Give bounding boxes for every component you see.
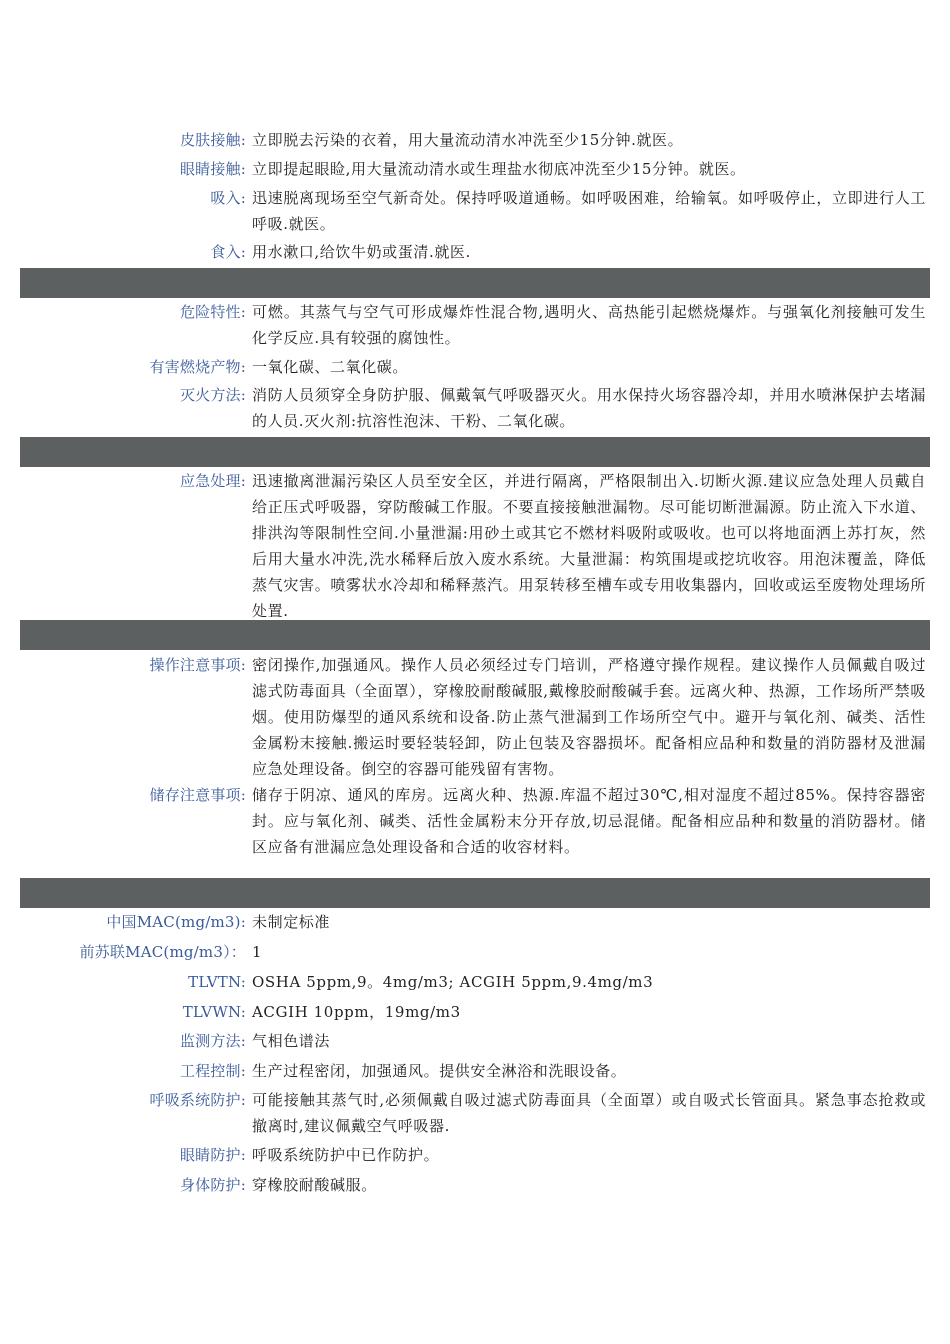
row-value: 可燃。其蒸气与空气可形成爆炸性混合物,遇明火、高热能引起燃烧爆炸。与强氧化剂接触可发生化学反应.具有较强的腐蚀性。 (252, 303, 926, 347)
section-header-bar (20, 878, 930, 908)
section-header-bar (20, 268, 930, 298)
row-value: 呼吸系统防护中已作防护。 (252, 1146, 440, 1164)
row-value: 气相色谱法 (252, 1032, 331, 1050)
row-value: 密闭操作,加强通风。操作人员必须经过专门培训，严格遵守操作规程。建议操作人员佩戴自吸过滤式防毒面具（全面罩），穿橡胶耐酸碱服,戴橡胶耐酸碱手套。远离火种、热源，工作场所严禁吸烟。使用防爆型的通风系统和设备.防止蒸气泄漏到工作场所空气中。避开与氧化剂、碱类、活性金属粉末接触.搬运时要轻装轻卸，防止包装及容器损坏。配备相应品种和数量的消防器材及泄漏应急处理设备。倒空的容器可能残留有害物。 (252, 656, 926, 778)
tlvwn-row (20, 999, 930, 1028)
fire-fighting-section (20, 299, 930, 436)
inhalation-row (20, 185, 930, 239)
skin-contact-row (20, 127, 930, 156)
row-value: 可能接触其蒸气时,必须佩戴自吸过滤式防毒面具（全面罩）或自吸式长管面具。紧急事态抢救或撤离时,建议佩戴空气呼吸器. (252, 1091, 926, 1135)
row-label: 工程控制: (179, 1062, 246, 1080)
extinguishing-row (20, 382, 930, 436)
row-value: 生产过程密闭，加强通风。提供安全淋浴和洗眼设备。 (252, 1062, 627, 1080)
handling-row (20, 652, 930, 782)
row-label: 呼吸系统防护: (149, 1091, 246, 1109)
row-label: 有害燃烧产物: (149, 358, 246, 376)
section-header-bar (20, 620, 930, 650)
handling-storage-section (20, 652, 930, 860)
row-label: 皮肤接触: (179, 131, 246, 149)
row-value: 用水漱口,给饮牛奶或蛋清.就医. (252, 243, 471, 261)
ussr-mac-row (20, 939, 930, 969)
emergency-response-row (20, 468, 930, 624)
eye-protection-row (20, 1142, 930, 1172)
row-label: 监测方法: (179, 1032, 246, 1050)
row-label: 身体防护: (179, 1176, 246, 1194)
row-label: 储存注意事项: (149, 786, 246, 804)
row-label: 操作注意事项: (149, 656, 246, 674)
row-label: 应急处理: (179, 472, 246, 490)
row-value: OSHA 5ppm,9。4mg/m3; ACGIH 5ppm,9.4mg/m3 (252, 973, 654, 991)
row-label: TLVTN: (188, 973, 246, 991)
row-label: TLVWN: (182, 1003, 246, 1021)
row-value: 迅速脱离现场至空气新奇处。保持呼吸道通畅。如呼吸困难，给输氧。如呼吸停止，立即进行人工呼吸.就医。 (252, 189, 926, 233)
row-value: 1 (252, 943, 263, 961)
eye-contact-row (20, 156, 930, 185)
row-value: 立即脱去污染的衣着，用大量流动清水冲洗至少15分钟.就医。 (252, 131, 684, 149)
respiratory-protection-row (20, 1087, 930, 1142)
row-label: 危险特性: (179, 303, 246, 321)
row-value: ACGIH 10ppm，19mg/m3 (252, 1003, 461, 1021)
row-value: 立即提起眼睑,用大量流动清水或生理盐水彻底冲洗至少15分钟。就医。 (252, 160, 746, 178)
combustion-products-row (20, 354, 930, 382)
hazard-row (20, 299, 930, 354)
exposure-control-section (20, 909, 930, 1202)
row-value: 穿橡胶耐酸碱服。 (252, 1176, 377, 1194)
china-mac-row (20, 909, 930, 939)
engineering-control-row (20, 1058, 930, 1087)
row-label: 吸入: (210, 189, 246, 207)
row-label: 眼睛接触: (179, 160, 246, 178)
first-aid-section (20, 127, 930, 267)
section-header-bar (20, 437, 930, 467)
row-label: 灭火方法: (179, 386, 246, 404)
storage-row (20, 782, 930, 860)
row-value: 迅速撤离泄漏污染区人员至安全区，并进行隔离，严格限制出入.切断火源.建议应急处理人员戴自给正压式呼吸器，穿防酸碱工作服。不要直接接触泄漏物。尽可能切断泄漏源。防止流入下水道、排洪沟等限制性空间.小量泄漏:用砂土或其它不燃材料吸附或吸收。也可以将地面洒上苏打灰，然后用大量水冲洗,洗水稀释后放入废水系统。大量泄漏：构筑围堤或挖坑收容。用泡沫覆盖，降低蒸气灾害。喷雾状水冷却和稀释蒸汽。用泵转移至槽车或专用收集器内，回收或运至废物处理场所处置. (252, 472, 926, 620)
row-value: 储存于阴凉、通风的库房。远离火种、热源.库温不超过30℃,相对湿度不超过85%。保持容器密封。应与氧化剂、碱类、活性金属粉末分开存放,切忌混储。配备相应品种和数量的消防器材。储区应备有泄漏应急处理设备和合适的收容材料。 (252, 786, 926, 856)
body-protection-row (20, 1172, 930, 1202)
ingestion-row (20, 239, 930, 267)
row-value: 未制定标准 (252, 913, 331, 931)
row-label: 眼睛防护: (179, 1146, 246, 1164)
row-label: 食入: (210, 243, 246, 261)
row-value: 消防人员须穿全身防护服、佩戴氧气呼吸器灭火。用水保持火场容器冷却，并用水喷淋保护去堵漏的人员.灭火剂:抗溶性泡沫、干粉、二氧化碳。 (252, 386, 926, 430)
row-label: 中国MAC(mg/m3): (106, 913, 246, 931)
row-label: 前苏联MAC(mg/m3）： (79, 943, 246, 961)
spill-section (20, 468, 930, 624)
row-value: 一氧化碳、二氧化碳。 (252, 358, 409, 376)
monitoring-method-row (20, 1028, 930, 1058)
tlvtn-row (20, 969, 930, 999)
